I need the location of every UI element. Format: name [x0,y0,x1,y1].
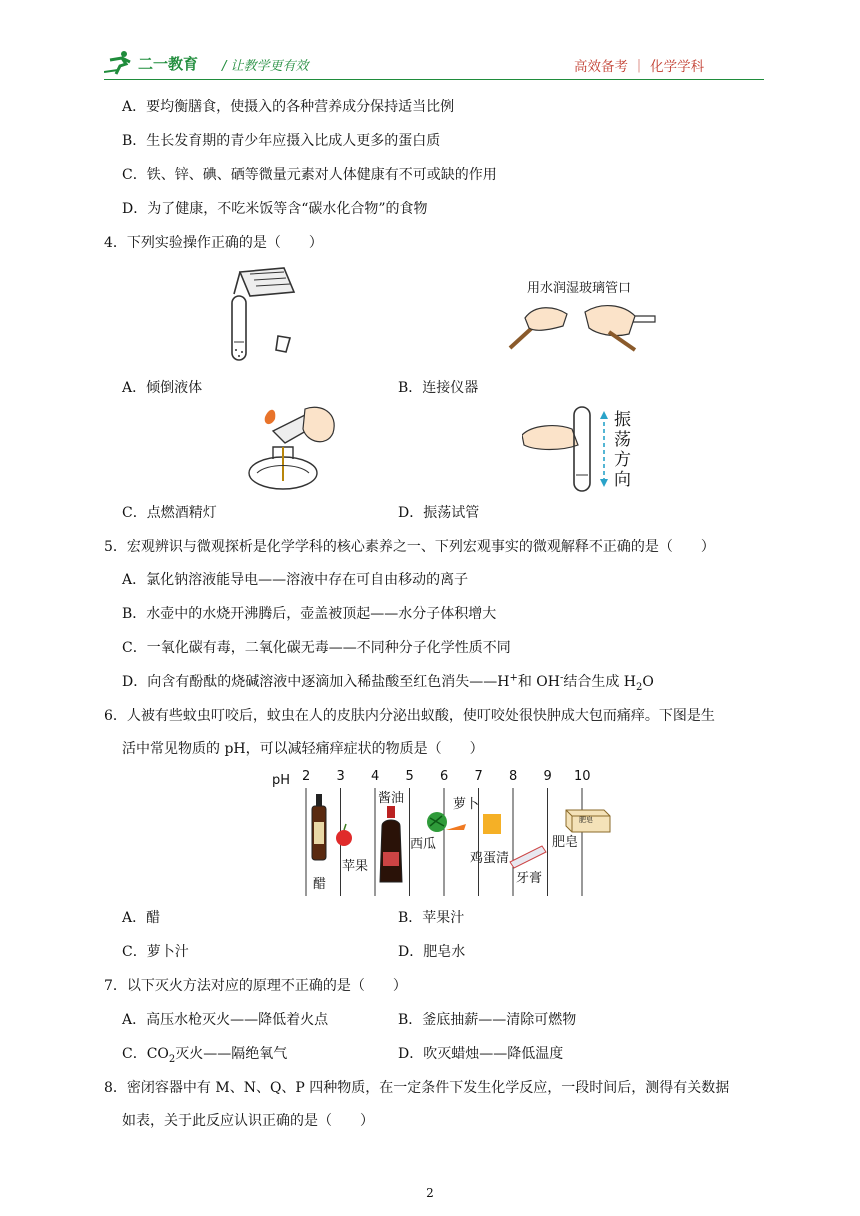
q3-option-a: A．要均衡膳食，使摄入的各种营养成分保持适当比例 [122,99,455,115]
page-header [0,0,860,90]
slogan: / 让教学更有效 [222,59,309,74]
ph-scale-figure [270,766,620,898]
egg-white-label: 鸡蛋清 [470,851,510,866]
q7-option-a: A．高压水枪灭火——降低着火点 [122,1012,329,1028]
q4-option-d: D．振荡试管 [398,505,480,521]
fig-b-label: 用水润湿玻璃管口 [527,281,632,296]
q5-option-d: D．向含有酚酞的烧碱溶液中逐滴加入稀盐酸至红色消失——H+和 OH-结合生成 $H_2O$ [122,672,654,693]
fig-d-label-3: 方 [614,450,631,470]
q8-stem-line2: 如表，关于此反应认识正确的是（ ） [122,1113,374,1129]
toothpaste-label: 牙膏 [516,871,543,886]
page-number: 2 [426,1186,434,1200]
ph-tick-label: 10 [574,769,591,784]
ph-tick-label: 6 [440,769,449,784]
connecting-instruments-figure [505,298,665,353]
fig-d-label-2: 荡 [614,430,631,450]
soap-box-text: 肥皂 [579,816,593,824]
ph-tick-label: 9 [543,769,552,784]
q3-option-c: C．铁、锌、碘、硒等微量元素对人体健康有不可或缺的作用 [122,167,497,183]
fig-d-label-1: 振 [614,410,631,430]
fig-d-label-4: 向 [614,470,631,490]
ph-tick-label: 2 [302,769,311,784]
q4-option-a: A．倾倒液体 [122,380,203,396]
q4-stem: 4．下列实验操作正确的是（ ） [104,235,323,251]
soy-sauce-bottle-icon [380,806,402,882]
pouring-liquid-figure [220,266,310,366]
q8-stem-line1: 8．密闭容器中有 M、N、Q、P 四种物质，在一定条件下发生化学反应，一段时间后，测得有关数据 [104,1080,730,1096]
soap-label: 肥皂 [552,835,579,850]
ph-tick-label: 5 [405,769,414,784]
ph-tick-label: 4 [371,769,380,784]
ph-tick-label: 3 [336,769,345,784]
q6-stem-line2: 活中常见物质的 pH，可以减轻痛痒症状的物质是（ ） [122,741,484,757]
q6-option-d: D．肥皂水 [398,944,466,960]
radish-icon [446,824,466,830]
q3-option-d: D．为了健康，不吃米饭等含“碳水化合物”的食物 [122,201,428,217]
watermelon-label: 西瓜 [410,837,437,852]
ph-tick-label: 7 [474,769,483,784]
vinegar-label: 醋 [313,877,327,892]
q3-option-b: B．生长发育期的青少年应摄入比成人更多的蛋白质 [122,133,441,149]
q7-option-c: C．$CO_2$灭火——隔绝氧气 [122,1046,288,1065]
radish-label: 萝卜 [453,797,480,812]
ph-label: pH [272,773,291,788]
header-divider [104,79,764,80]
egg-white-icon [483,814,501,834]
vinegar-bottle-icon [312,794,326,860]
header-subject: 高效备考 ｜ 化学学科 [574,59,705,75]
shaking-test-tube-figure [522,405,612,495]
q7-option-b: B．釜底抽薪——清除可燃物 [398,1012,577,1028]
brand-name: 二一教育 [138,54,199,73]
toothpaste-icon [510,846,546,868]
q6-stem-line1: 6．人被有些蚊虫叮咬后，蚊虫在人的皮肤内分泌出蚁酸，使叮咬处很快肿成大包而痛痒。下图是生 [104,708,715,724]
alcohol-lamp-figure [243,403,343,493]
q5-option-b: B．水壶中的水烧开沸腾后，壶盖被顶起——水分子体积增大 [122,606,497,622]
q6-option-a: A．醋 [122,910,161,926]
logo [104,50,198,76]
q7-stem: 7．以下灭火方法对应的原理不正确的是（ ） [104,978,407,994]
q4-option-c: C．点燃酒精灯 [122,505,217,521]
q6-option-b: B．苹果汁 [398,910,465,926]
watermelon-icon [427,812,447,832]
soy-sauce-label: 酱油 [378,791,405,806]
apple-icon [336,824,352,846]
runner-logo-icon [104,50,134,76]
ph-tick-label: 8 [509,769,518,784]
q5-option-a: A．氯化钠溶液能导电——溶液中存在可自由移动的离子 [122,572,469,588]
q7-option-d: D．吹灭蜡烛——降低温度 [398,1046,564,1062]
apple-label: 苹果 [342,859,369,874]
q5-option-c: C．一氧化碳有毒，二氧化碳无毒——不同种分子化学性质不同 [122,640,511,656]
q5-stem: 5．宏观辨识与微观探析是化学学科的核心素养之一、下列宏观事实的微观解释不正确的是（ ） [104,539,715,555]
q6-option-c: C．萝卜汁 [122,944,189,960]
q4-option-b: B．连接仪器 [398,380,479,396]
